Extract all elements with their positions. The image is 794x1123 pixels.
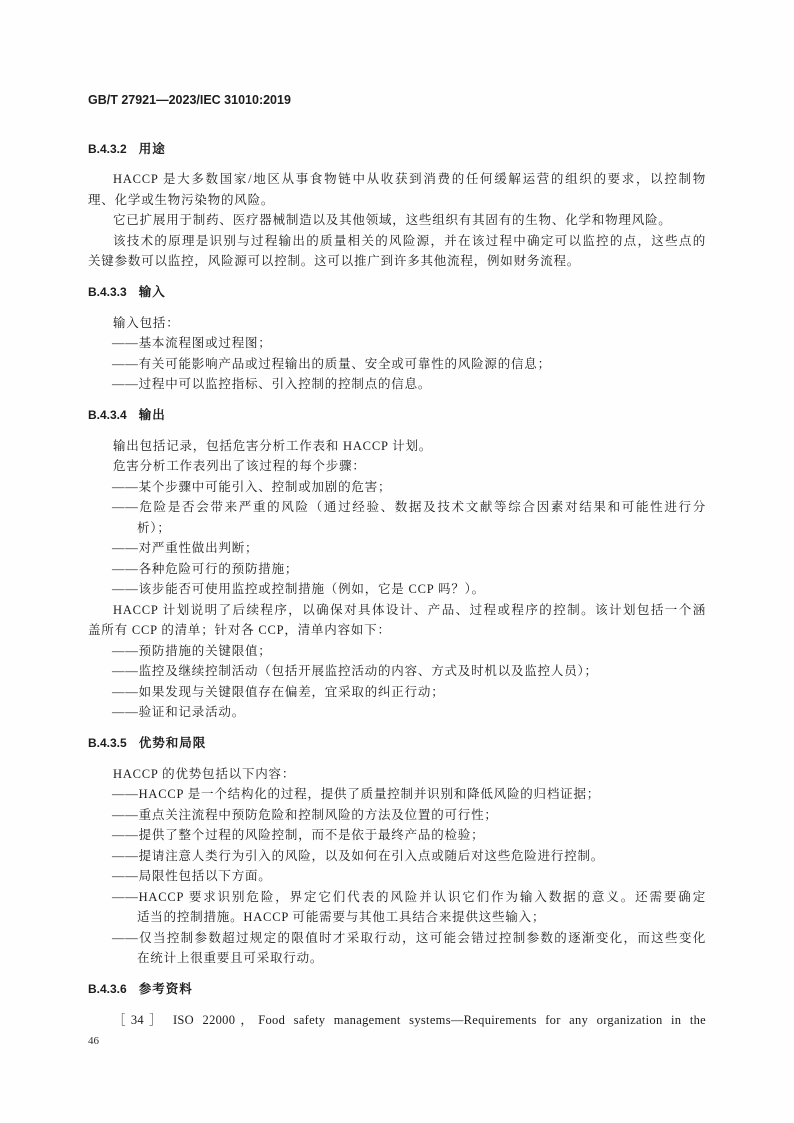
list-item-line: ——HACCP 是一个结构化的过程，提供了质量控制并识别和降低风险的归档证据； [112, 787, 601, 802]
reference-entry [88, 1010, 706, 1031]
section-number: B.4.3.3 [88, 285, 127, 300]
list-item-line: ——危险是否会带来严重的风险（通过经验、数据及技术文献等综合因素对结果和可能性进行分 [112, 500, 706, 515]
paragraph-line: 盖所有 CCP 的清单；针对各 CCP，清单内容如下： [88, 623, 391, 638]
section-title: 输出 [138, 408, 166, 423]
list-item-line: ——重点关注流程中预防危险和控制风险的方法及位置的可行性； [112, 807, 498, 822]
section-heading [88, 139, 706, 160]
paragraph-line: HACCP 的优势包括以下内容： [113, 766, 296, 781]
standard-code-header: GB/T 27921—2023/IEC 31010:2019 [88, 93, 291, 107]
list-item-line: ——仅当控制参数超过规定的限值时才采取行动，这可能会错过控制参数的逐渐变化，而这些变化 [112, 930, 706, 945]
section-number: B.4.3.5 [88, 736, 127, 751]
list-item-line: ——该步能否可使用监控或控制措施（例如，它是 CCP 吗？）。 [112, 582, 485, 597]
list-item-line: ——预防措施的关键限值； [112, 643, 272, 658]
list-item-line: ——过程中可以监控指标、引入控制的控制点的信息。 [112, 377, 432, 392]
section-number: B.4.3.2 [88, 141, 127, 156]
reference-number: ［34］ [113, 1012, 167, 1027]
paragraph-line: 输入包括： [113, 315, 180, 330]
list-item-continuation: 适当的控制措施。HACCP 可能需要与其他工具结合来提供这些输入； [137, 910, 546, 925]
list-item-line: ——监控及继续控制活动（包括开展监控活动的内容、方式及时机以及监控人员）； [112, 664, 598, 679]
paragraph-line: 危害分析工作表列出了该过程的每个步骤： [113, 459, 366, 474]
paragraph-line: 关键参数可以监控，风险源可以控制。这可以推广到许多其他流程，例如财务流程。 [88, 254, 581, 269]
list-item-line: ——有关可能影响产品或过程输出的质量、安全或可靠性的风险源的信息； [112, 356, 551, 371]
section-heading [88, 979, 706, 1000]
list-item-line: ——如果发现与关键限值存在偏差，宜采取的纠正行动； [112, 684, 445, 699]
section-number: B.4.3.4 [88, 408, 127, 423]
list-item-line: ——提请注意人类行为引入的风险，以及如何在引入点或随后对这些危险进行控制。 [112, 848, 605, 863]
page-number: 46 [88, 1035, 99, 1047]
section-heading [88, 282, 706, 303]
list-item-line: ——对严重性做出判断； [112, 541, 259, 556]
section-title: 优势和局限 [138, 736, 207, 751]
paragraph-line: 它已扩展用于制药、医疗器械制造以及其他领域，这些组织有其固有的生物、化学和物理风险。 [113, 213, 672, 228]
section-title: 参考资料 [138, 982, 193, 997]
reference-text: ISO 22000，Food safety management systems—Requirements for any organization in the [172, 1012, 706, 1027]
paragraph-line: HACCP 是大多数国家/地区从事食物链中从收获到消费的任何缓解运营的组织的要求，以控制物 [113, 172, 706, 187]
paragraph-line: 该技术的原理是识别与过程输出的质量相关的风险源，并在该过程中确定可以监控的点，这些点的 [113, 233, 706, 248]
section-number: B.4.3.6 [88, 982, 127, 997]
list-item-line: ——某个步骤中可能引入、控制或加剧的危害； [112, 479, 392, 494]
section-heading [88, 405, 706, 426]
list-item-line: ——提供了整个过程的风险控制，而不是依于最终产品的检验； [112, 828, 485, 843]
paragraph-line: 理、化学或生物污染物的风险。 [88, 192, 275, 207]
section-title: 输入 [138, 285, 166, 300]
list-item-line: ——HACCP 要求识别危险，界定它们代表的风险并认识它们作为输入数据的意义。还需要确定 [112, 889, 706, 904]
list-item-line: ——各种危险可行的预防措施； [112, 561, 299, 576]
list-item-continuation: 析）； [137, 520, 171, 535]
section-title: 用途 [138, 141, 166, 156]
list-item-line: ——局限性包括以下方面。 [112, 869, 272, 884]
paragraph-line: HACCP 计划说明了后续程序，以确保对具体设计、产品、过程或程序的控制。该计划包括一个涵 [113, 602, 706, 617]
paragraph-line: 输出包括记录，包括危害分析工作表和 HACCP 计划。 [113, 438, 433, 453]
list-item-line: ——验证和记录活动。 [112, 705, 246, 720]
section-heading [88, 733, 706, 754]
list-item-line: ——基本流程图或过程图； [112, 336, 272, 351]
page-content [88, 139, 706, 1031]
list-item-continuation: 在统计上很重要且可采取行动。 [137, 951, 324, 966]
